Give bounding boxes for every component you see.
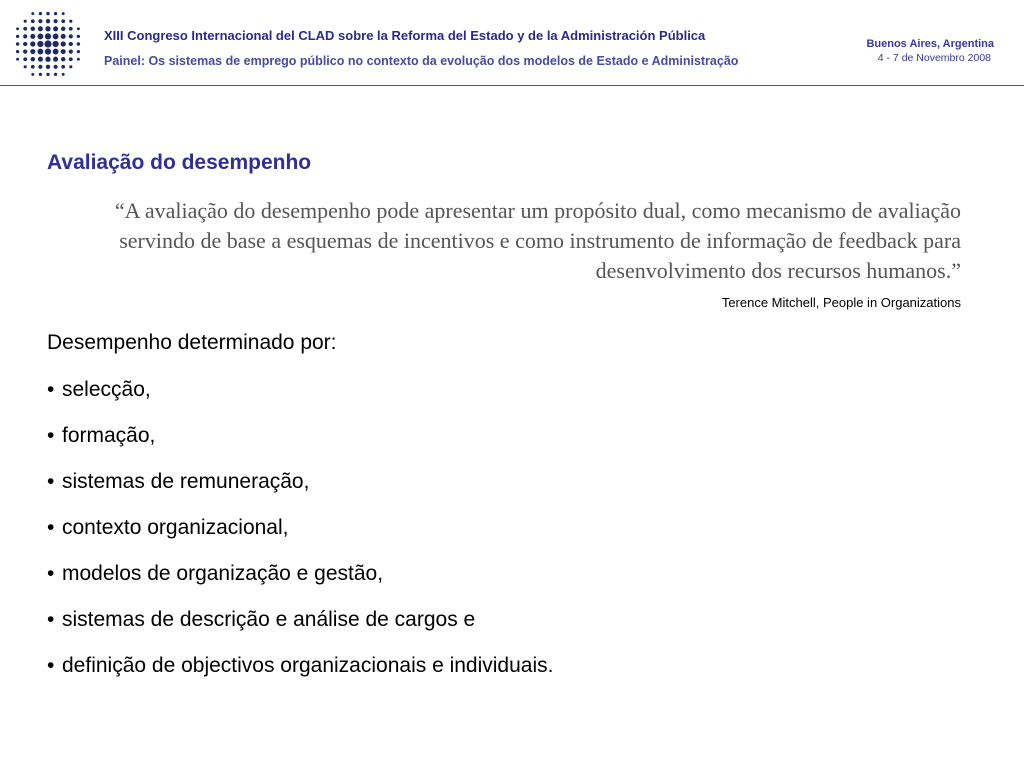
list-item [47,653,553,699]
list-item-text: sistemas de descrição e análise de cargos e [62,608,476,631]
bullet-icon: • [47,470,55,493]
list-item-text: modelos de organização e gestão, [62,562,384,585]
list-item [47,561,553,607]
list-item [47,515,553,561]
conference-title: XIII Congreso Internacional del CLAD sobre la Reforma del Estado y de la Administración Pública [104,28,706,43]
slide-header [0,0,1024,86]
list-item-text: definição de objectivos organizacionais e individuais. [62,654,554,677]
list-intro: Desempenho determinado por: [47,331,337,354]
list-item [47,469,553,515]
list-item-text: formação, [62,424,156,447]
list-item [47,377,553,423]
list-item [47,607,553,653]
quote-text: “A avaliação do desempenho pode apresentar um propósito dual, como mecanismo de avaliação servindo de base a esquemas de incentivos e como instrumento de informação de feedback para desenvolvimento dos recursos humanos.” [114,198,961,283]
bullet-icon: • [47,562,55,585]
event-dates: 4 - 7 de Novembro 2008 [877,52,991,64]
quote-attribution: Terence Mitchell, People in Organizations [721,295,961,310]
list-item-text: contexto organizacional, [62,516,289,539]
bullet-icon: • [47,516,55,539]
clad-logo-icon [10,6,86,82]
bullet-icon: • [47,608,55,631]
bullet-icon: • [47,378,55,401]
bullet-icon: • [47,654,55,677]
list-item-text: selecção, [62,378,151,401]
list-item-text: sistemas de remuneração, [62,470,310,493]
bullet-icon: • [47,424,55,447]
header-divider [0,85,1024,86]
section-title: Avaliação do desempenho [47,151,312,174]
list-item [47,423,553,469]
determinants-list [47,377,553,699]
panel-title: Painel: Os sistemas de emprego público no contexto da evolução dos modelos de Estado e Administração [104,54,739,68]
event-location: Buenos Aires, Argentina [866,38,994,50]
